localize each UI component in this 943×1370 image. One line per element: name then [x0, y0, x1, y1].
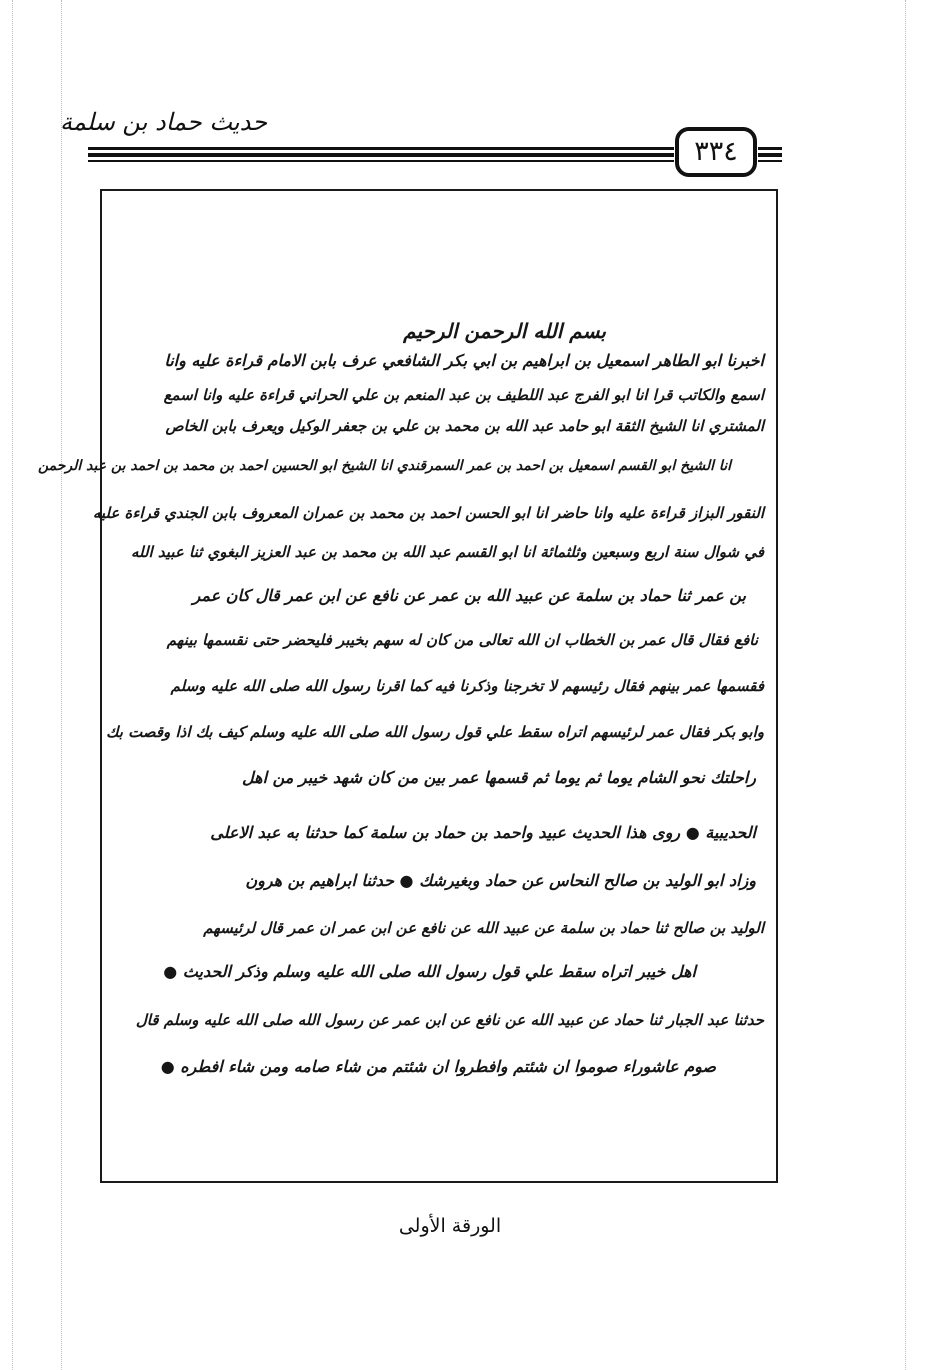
header-rule-right-bottom	[758, 160, 782, 162]
manuscript-line: نافع فقال قال عمر بن الخطاب ان الله تعالى من كان له سهم بخيبر فليحضر حتى نقسمها بينهم	[166, 631, 758, 649]
scan-edge-line-right	[905, 0, 906, 1370]
manuscript-line: وزاد ابو الوليد بن صالح النحاس عن حماد وبغيرشك ● حدثنا ابراهيم بن هرون	[245, 871, 756, 890]
header-rule-bottom	[88, 160, 674, 162]
page-number: ٣٣٤	[675, 127, 757, 177]
manuscript-line: اهل خيبر اتراه سقط علي قول رسول الله صلى الله عليه وسلم وذكر الحديث ●	[163, 962, 696, 981]
header-rule-right-top	[758, 147, 782, 150]
manuscript-line: فقسمها عمر بينهم فقال رئيسهم لا تخرجنا وذكرنا فيه كما اقرنا رسول الله صلى الله عليه وسلم	[170, 677, 764, 695]
manuscript-line: اسمع والكاتب قرا انا ابو الفرج عبد اللطيف بن عبد المنعم بن علي الحراني قراءة عليه وانا اسمع	[163, 386, 764, 404]
manuscript-line: في شوال سنة اربع وسبعين وثلثمائة انا ابو القسم عبد الله بن محمد بن عبد العزيز البغوي ثنا عبيد الله	[130, 543, 764, 561]
page-caption: الورقة الأولى	[398, 1215, 502, 1237]
manuscript-line: صوم عاشوراء صوموا ان شئتم وافطروا ان شئتم من شاء صامه ومن شاء افطره ●	[160, 1057, 716, 1076]
manuscript-line: بن عمر ثنا حماد بن سلمة عن عبيد الله بن عمر عن نافع عن ابن عمر قال كان عمر	[192, 586, 746, 605]
scan-edge-line-left	[12, 0, 13, 1370]
header-rule-right-middle	[758, 153, 782, 157]
manuscript-line: المشتري انا الشيخ الثقة ابو حامد عبد الله بن محمد بن علي بن جعفر الوكيل ويعرف بابن الخاص	[165, 417, 764, 435]
manuscript-line: انا الشيخ ابو القسم اسمعيل بن احمد بن عمر السمرقندي انا الشيخ ابو الحسين احمد بن محمد بن احمد بن عبد الرحمن	[38, 458, 731, 474]
manuscript-line: الوليد بن صالح ثنا حماد بن سلمة عن عبيد الله عن نافع عن ابن عمر ان عمر قال لرئيسهم	[203, 919, 764, 937]
manuscript-line: راحلتك نحو الشام يوما ثم يوما ثم قسمها عمر بين من كان شهد خيبر من اهل	[242, 768, 756, 787]
header-rule-top	[88, 147, 674, 150]
manuscript-line: وابو بكر فقال عمر لرئيسهم اتراه سقط علي قول رسول الله صلى الله عليه وسلم كيف بك اذا وقصت بك	[106, 723, 764, 741]
manuscript-line: اخبرنا ابو الطاهر اسمعيل بن ابراهيم بن ابي بكر الشافعي عرف بابن الامام قراءة عليه وانا	[164, 351, 764, 370]
running-header-title: حديث حماد بن سلمة	[60, 108, 268, 136]
manuscript-line: الحديبية ● روى هذا الحديث عبيد واحمد بن حماد بن سلمة كما حدثنا به عبد الاعلى	[210, 823, 756, 842]
manuscript-line: النقور البزاز قراءة عليه وانا حاضر انا ابو الحسن احمد بن محمد بن عمران المعروف بابن الجندي قراءة عليه	[92, 504, 764, 522]
manuscript-line: بسم الله الرحمن الرحيم	[403, 319, 606, 343]
scan-edge-line-left-inner	[61, 0, 62, 1370]
header-rule-middle	[88, 153, 674, 157]
manuscript-line: حدثنا عبد الجبار ثنا حماد عن عبيد الله عن نافع عن ابن عمر عن رسول الله صلى الله عليه وسلم قال	[135, 1011, 764, 1029]
manuscript-facsimile	[38, 189, 778, 1183]
